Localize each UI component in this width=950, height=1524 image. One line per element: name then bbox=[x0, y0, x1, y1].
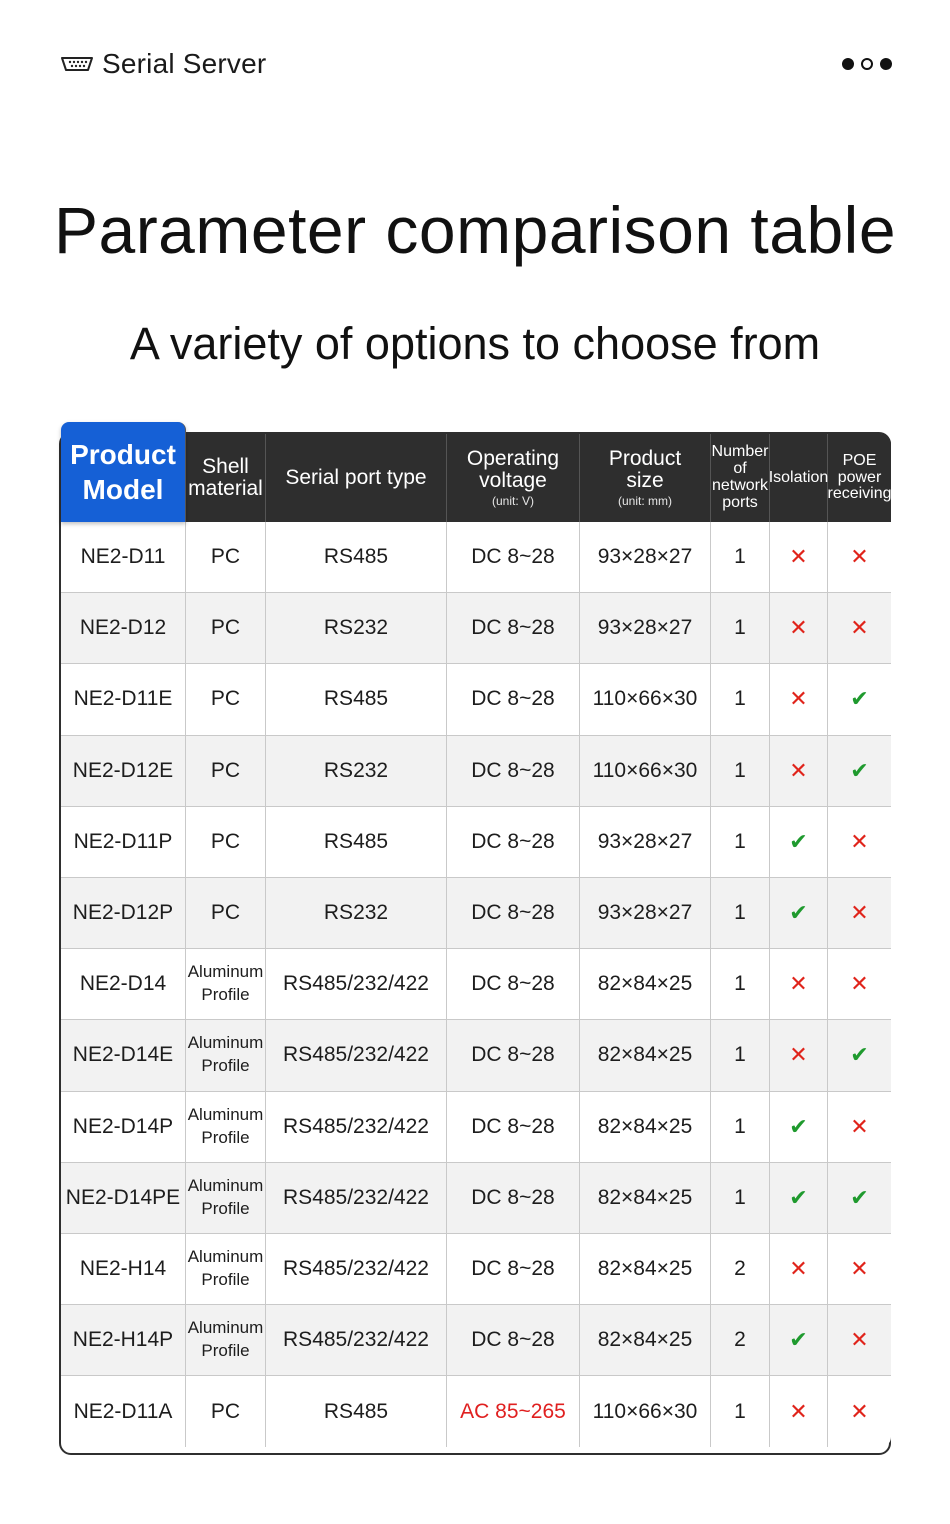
header-text: material bbox=[188, 477, 263, 500]
cell-ports: 1 bbox=[711, 1020, 770, 1091]
cell-serial: RS232 bbox=[266, 736, 447, 807]
dot bbox=[842, 58, 854, 70]
header-text: Product bbox=[70, 439, 176, 470]
cell-voltage: DC 8~28 bbox=[447, 664, 580, 735]
cell-voltage: DC 8~28 bbox=[447, 522, 580, 593]
cell-isolation bbox=[770, 949, 828, 1020]
cell-poe bbox=[828, 1234, 891, 1305]
cell-isolation bbox=[770, 1234, 828, 1305]
cross-icon: ✕ bbox=[850, 544, 869, 570]
cross-icon: ✕ bbox=[850, 615, 869, 641]
cell-poe bbox=[828, 664, 891, 735]
cell-voltage: DC 8~28 bbox=[447, 593, 580, 664]
cell-ports: 1 bbox=[711, 664, 770, 735]
cell-shell bbox=[186, 1234, 266, 1305]
cell-serial: RS485 bbox=[266, 1376, 447, 1447]
header-text: Isolation bbox=[768, 468, 829, 486]
cell-isolation bbox=[770, 1305, 828, 1376]
cell-shell-line: Aluminum bbox=[187, 1033, 264, 1053]
cell-shell-line: Profile bbox=[201, 1341, 250, 1361]
brand-label: Serial Server bbox=[102, 48, 267, 79]
cell-shell: PC bbox=[186, 522, 266, 593]
cell-voltage: DC 8~28 bbox=[447, 1305, 580, 1376]
cross-icon: ✕ bbox=[789, 1255, 808, 1281]
cell-poe bbox=[828, 1020, 891, 1091]
header-text: network bbox=[711, 477, 769, 494]
cell-isolation bbox=[770, 807, 828, 878]
cell-isolation bbox=[770, 878, 828, 949]
cell-model: NE2-D12P bbox=[61, 878, 186, 949]
cell-shell bbox=[186, 1092, 266, 1163]
cell-size: 82×84×25 bbox=[580, 1020, 711, 1091]
check-icon: ✔ bbox=[789, 828, 808, 854]
cross-icon: ✕ bbox=[789, 757, 808, 783]
cross-icon: ✕ bbox=[789, 686, 808, 712]
cell-ports: 1 bbox=[711, 1092, 770, 1163]
cell-size: 110×66×30 bbox=[580, 1376, 711, 1447]
cell-ports: 1 bbox=[711, 1376, 770, 1447]
cell-isolation bbox=[770, 1092, 828, 1163]
cross-icon: ✕ bbox=[850, 1113, 869, 1139]
cell-shell: PC bbox=[186, 807, 266, 878]
cell-shell-line: Aluminum bbox=[187, 1104, 264, 1124]
cell-model: NE2-D11P bbox=[61, 807, 186, 878]
cell-model: NE2-D11 bbox=[61, 522, 186, 593]
check-icon: ✔ bbox=[850, 1184, 869, 1210]
cell-shell: PC bbox=[186, 1376, 266, 1447]
header-text: Operating bbox=[466, 447, 560, 471]
cell-size: 110×66×30 bbox=[580, 736, 711, 807]
cell-poe bbox=[828, 1092, 891, 1163]
header-text: Number bbox=[711, 443, 769, 461]
cell-shell-line: Profile bbox=[201, 1198, 250, 1218]
cell-voltage: DC 8~28 bbox=[447, 949, 580, 1020]
cell-isolation bbox=[770, 1163, 828, 1234]
check-icon: ✔ bbox=[850, 757, 869, 783]
cell-shell-line: Profile bbox=[201, 1269, 250, 1289]
header-product-model bbox=[61, 422, 186, 522]
cell-ports: 1 bbox=[711, 878, 770, 949]
cell-serial: RS485/232/422 bbox=[266, 1234, 447, 1305]
cell-shell: PC bbox=[186, 736, 266, 807]
cell-serial: RS485 bbox=[266, 807, 447, 878]
cell-size: 82×84×25 bbox=[580, 1305, 711, 1376]
cell-serial: RS485/232/422 bbox=[266, 1092, 447, 1163]
check-icon: ✔ bbox=[789, 1113, 808, 1139]
cell-shell-line: Aluminum bbox=[187, 962, 264, 982]
cross-icon: ✕ bbox=[850, 1398, 869, 1424]
cell-serial: RS485/232/422 bbox=[266, 1020, 447, 1091]
cell-shell bbox=[186, 949, 266, 1020]
cell-size: 82×84×25 bbox=[580, 1234, 711, 1305]
cell-shell-line: Profile bbox=[201, 985, 250, 1005]
cell-model: NE2-D11A bbox=[61, 1376, 186, 1447]
header-text: receiving bbox=[827, 485, 892, 503]
cell-serial: RS485 bbox=[266, 522, 447, 593]
cell-ports: 1 bbox=[711, 593, 770, 664]
cell-serial: RS485/232/422 bbox=[266, 949, 447, 1020]
table-body bbox=[61, 522, 891, 1447]
cell-poe bbox=[828, 1163, 891, 1234]
header-poe bbox=[828, 434, 891, 522]
cell-size: 82×84×25 bbox=[580, 949, 711, 1020]
cell-isolation bbox=[770, 522, 828, 593]
cross-icon: ✕ bbox=[850, 828, 869, 854]
header-operating-voltage bbox=[447, 434, 580, 522]
header-serial-port-type bbox=[266, 434, 447, 522]
cell-size: 110×66×30 bbox=[580, 664, 711, 735]
cell-model: NE2-D12E bbox=[61, 736, 186, 807]
header-text: Shell bbox=[202, 454, 249, 478]
cell-model: NE2-H14 bbox=[61, 1234, 186, 1305]
cross-icon: ✕ bbox=[789, 1042, 808, 1068]
cell-size: 93×28×27 bbox=[580, 522, 711, 593]
check-icon: ✔ bbox=[789, 900, 808, 926]
cell-serial: RS485 bbox=[266, 664, 447, 735]
header-text: Serial port type bbox=[285, 465, 427, 489]
cross-icon: ✕ bbox=[850, 971, 869, 997]
page-title: Parameter comparison table bbox=[53, 193, 897, 267]
cell-serial: RS485/232/422 bbox=[266, 1305, 447, 1376]
cell-isolation bbox=[770, 1020, 828, 1091]
cell-shell-line: Aluminum bbox=[187, 1247, 264, 1267]
header-shell-material bbox=[186, 434, 266, 522]
cell-voltage: DC 8~28 bbox=[447, 807, 580, 878]
cell-model: NE2-H14P bbox=[61, 1305, 186, 1376]
cell-shell-line: Aluminum bbox=[187, 1318, 264, 1338]
cell-model: NE2-D11E bbox=[61, 664, 186, 735]
cell-poe bbox=[828, 1376, 891, 1447]
cell-serial: RS232 bbox=[266, 878, 447, 949]
cell-ports: 1 bbox=[711, 736, 770, 807]
cell-size: 93×28×27 bbox=[580, 593, 711, 664]
cross-icon: ✕ bbox=[789, 971, 808, 997]
header-product-size bbox=[580, 434, 711, 522]
header-network-ports bbox=[711, 434, 770, 522]
cell-voltage: DC 8~28 bbox=[447, 1234, 580, 1305]
check-icon: ✔ bbox=[850, 1042, 869, 1068]
cell-poe bbox=[828, 736, 891, 807]
cell-isolation bbox=[770, 593, 828, 664]
cross-icon: ✕ bbox=[789, 544, 808, 570]
cell-poe bbox=[828, 1305, 891, 1376]
cell-poe bbox=[828, 522, 891, 593]
header-text: of bbox=[733, 460, 747, 478]
comparison-table bbox=[59, 432, 891, 1455]
cell-model: NE2-D14E bbox=[61, 1020, 186, 1091]
check-icon: ✔ bbox=[789, 1327, 808, 1353]
serial-port-icon bbox=[60, 56, 94, 72]
table-header bbox=[61, 434, 891, 522]
top-bar bbox=[60, 44, 266, 84]
cell-voltage: DC 8~28 bbox=[447, 1163, 580, 1234]
header-text: Model bbox=[82, 474, 164, 505]
cell-size: 82×84×25 bbox=[580, 1092, 711, 1163]
cell-shell bbox=[186, 1020, 266, 1091]
cell-poe bbox=[828, 949, 891, 1020]
cell-shell-line: Profile bbox=[201, 1056, 250, 1076]
cell-ports: 2 bbox=[711, 1234, 770, 1305]
cell-size: 93×28×27 bbox=[580, 807, 711, 878]
cross-icon: ✕ bbox=[850, 1255, 869, 1281]
header-text: Product bbox=[608, 447, 682, 471]
header-text: ports bbox=[722, 493, 758, 511]
header-unit: (unit: V) bbox=[491, 494, 534, 509]
cell-voltage: AC 85~265 bbox=[447, 1376, 580, 1447]
cell-shell bbox=[186, 1305, 266, 1376]
cell-ports: 1 bbox=[711, 807, 770, 878]
cell-poe bbox=[828, 878, 891, 949]
cell-ports: 1 bbox=[711, 949, 770, 1020]
header-text: power bbox=[837, 468, 882, 486]
cell-shell: PC bbox=[186, 593, 266, 664]
header-text: POE bbox=[842, 451, 877, 469]
header-isolation bbox=[770, 434, 828, 522]
cross-icon: ✕ bbox=[789, 615, 808, 641]
cell-model: NE2-D14P bbox=[61, 1092, 186, 1163]
cell-voltage: DC 8~28 bbox=[447, 1020, 580, 1091]
header-text: size bbox=[626, 469, 664, 493]
cell-ports: 2 bbox=[711, 1305, 770, 1376]
cross-icon: ✕ bbox=[850, 900, 869, 926]
header-unit: (unit: mm) bbox=[618, 494, 672, 509]
cell-model: NE2-D14PE bbox=[61, 1163, 186, 1234]
page-subtitle: A variety of options to choose from bbox=[129, 318, 821, 369]
header-text: voltage bbox=[479, 469, 547, 493]
check-icon: ✔ bbox=[789, 1184, 808, 1210]
more-dots-icon[interactable] bbox=[842, 58, 892, 70]
cell-ports: 1 bbox=[711, 522, 770, 593]
cell-serial: RS232 bbox=[266, 593, 447, 664]
cell-size: 93×28×27 bbox=[580, 878, 711, 949]
cell-poe bbox=[828, 807, 891, 878]
dot bbox=[861, 58, 873, 70]
cell-shell: PC bbox=[186, 664, 266, 735]
cell-size: 82×84×25 bbox=[580, 1163, 711, 1234]
dot bbox=[880, 58, 892, 70]
check-icon: ✔ bbox=[850, 686, 869, 712]
cross-icon: ✕ bbox=[850, 1327, 869, 1353]
cell-shell-line: Aluminum bbox=[187, 1175, 264, 1195]
cell-shell: PC bbox=[186, 878, 266, 949]
cell-shell-line: Profile bbox=[201, 1127, 250, 1147]
cell-isolation bbox=[770, 1376, 828, 1447]
cell-model: NE2-D12 bbox=[61, 593, 186, 664]
cell-voltage: DC 8~28 bbox=[447, 736, 580, 807]
cell-shell bbox=[186, 1163, 266, 1234]
cell-voltage: DC 8~28 bbox=[447, 878, 580, 949]
cell-isolation bbox=[770, 736, 828, 807]
cross-icon: ✕ bbox=[789, 1398, 808, 1424]
cell-isolation bbox=[770, 664, 828, 735]
cell-model: NE2-D14 bbox=[61, 949, 186, 1020]
cell-serial: RS485/232/422 bbox=[266, 1163, 447, 1234]
cell-ports: 1 bbox=[711, 1163, 770, 1234]
cell-poe bbox=[828, 593, 891, 664]
cell-voltage: DC 8~28 bbox=[447, 1092, 580, 1163]
